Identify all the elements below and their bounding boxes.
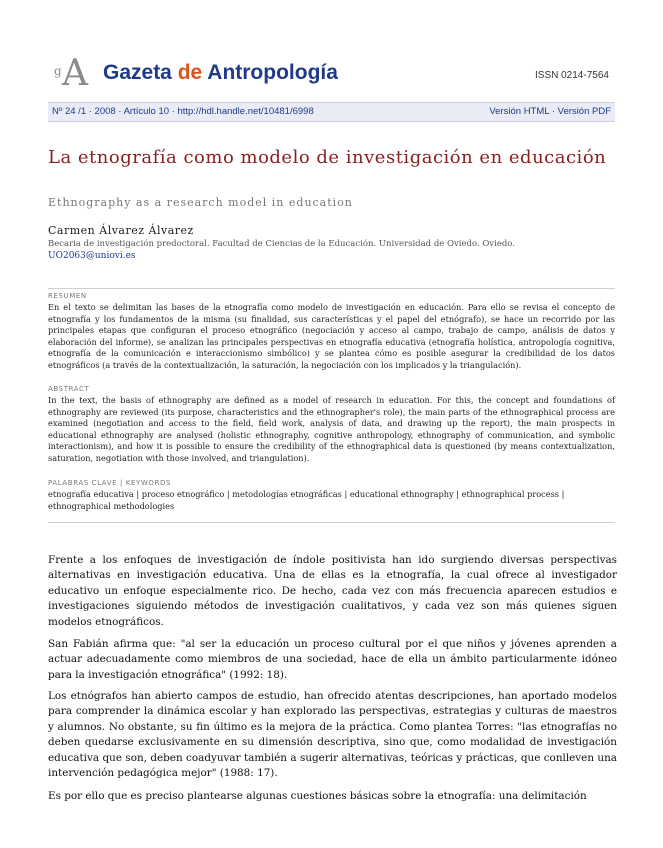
body-paragraph-4: Es por ello que es preciso plantearse algunas cuestiones básicas sobre la etnografía: una delimitación — [48, 790, 587, 802]
journal-title-part1: Gazeta — [103, 61, 178, 84]
article-subtitle: Ethnography as a research model in education — [48, 196, 353, 209]
author-email-link[interactable]: UO2063@uniovi.es — [48, 251, 136, 261]
keywords-label: PALABRAS CLAVE | KEYWORDS — [48, 479, 171, 487]
journal-title — [103, 61, 338, 85]
author-affiliation: Becaria de investigación predoctoral. Facultad de Ciencias de la Educación. Universidad de Oviedo. Oviedo. — [48, 239, 515, 249]
body-paragraph-2: San Fabián afirma que: "al ser la educación un proceso cultural por el que niños y jóvenes aprenden a actuar adecuadamente como miembros de una sociedad, hace de ella un ámbito particularmente idóneo para la investigación etnográfica" (1992: 18). — [48, 638, 617, 681]
logo-small-letter: g — [54, 64, 62, 78]
journal-title-part3: Antropología — [202, 61, 338, 84]
divider — [48, 288, 615, 289]
body-paragraph-3: Los etnógrafos han abierto campos de estudio, han ofrecido atentas descripciones, han aportado modelos para comprender la dinámica escolar y han explorado las perspectivas, estrategias y culturas de maestros y alumnos. No obstante, su fin último es la mejora de la práctica. Como plantea Torres: "las etnografías no deben quedarse exclusivamente en su dimensión descriptiva, sino que, como modalidad de investigación educativa que son, deben coadyuvar también a sugerir alternativas, teóricas y prácticas, que conlleven una intervención pedagógica mejor" (1988: 17). — [48, 690, 617, 780]
citation: Nº 24 /1 · 2008 · Artículo 10 · http://hdl.handle.net/10481/6998 — [52, 106, 314, 117]
html-version-link[interactable]: Versión HTML — [489, 106, 550, 117]
pdf-version-link[interactable]: Versión PDF — [557, 106, 611, 117]
version-links — [489, 106, 611, 117]
author-name: Carmen Álvarez Álvarez — [48, 224, 194, 237]
body-paragraph-1: Frente a los enfoques de investigación de índole positivista han ido surgiendo diversas perspectivas alternativas en investigación educativa. Una de ellas es la etnografía, la cual ofrece al investigador educativo un enfoque especialmente rico. De hecho, cada vez con más frecuencia aparecen estudios e investigaciones siguiendo métodos de investigación cualitativos, y cada vez son más quienes siguen modelos etnográficos. — [48, 554, 617, 628]
logo-big-letter: A — [62, 53, 88, 94]
version-separator: · — [549, 106, 558, 117]
keywords-text: etnografía educativa | proceso etnográfico | metodologías etnográficas | educational ethnography | ethnographical process | ethnographical methodologies — [48, 489, 565, 511]
article-title: La etnografía como modelo de investigación en educación — [48, 147, 607, 168]
abstract-label: ABSTRACT — [48, 385, 90, 393]
resumen-label: RESUMEN — [48, 292, 87, 300]
divider — [48, 522, 615, 523]
journal-logo-icon — [48, 53, 94, 94]
abstract-text: In the text, the basis of ethnography are defined as a model of research in education. For this, the concept and foundations of ethnography are reviewed (its purpose, characteristics and the ethnographer's role), the main parts of the ethnographical process are examined (negotiation and access to the field, field work, analysis of data, and drawing up the report), the main prospects in educational ethnography are analysed (holistic ethnography, cognitive anthropology, ethnography of communication, and symbolic interactionism), and how it is possible to ensure the credibility of the ethnographical data is questioned (by means contextualization, saturation, negotiation with those involved, and triangulation). — [48, 395, 615, 463]
resumen-text: En el texto se delimitan las bases de la etnografía como modelo de investigación en educación. Para ello se revisa el concepto de etnografía y los fundamentos de la misma (su finalidad, sus características y el papel del etnógrafo), se hace un recorrido por las principales etapas que configuran el proceso etnográfico (negociación y acceso al campo, trabajo de campo, análisis de datos y elaboración del informe), se analizan las principales perspectivas en etnografía educativa (etnografía holística, antropología cognitiva, etnografía de la comunicación e interaccionismo simbólico) y se plantea cómo es posible asegurar la credibilidad de los datos etnográficos (a través de la contextualización, la saturación, la negociación con los implicados y la triangulación). — [48, 302, 615, 370]
issn: ISSN 0214-7564 — [535, 70, 609, 81]
journal-title-part2: de — [177, 61, 203, 84]
citation-bar — [48, 102, 615, 122]
